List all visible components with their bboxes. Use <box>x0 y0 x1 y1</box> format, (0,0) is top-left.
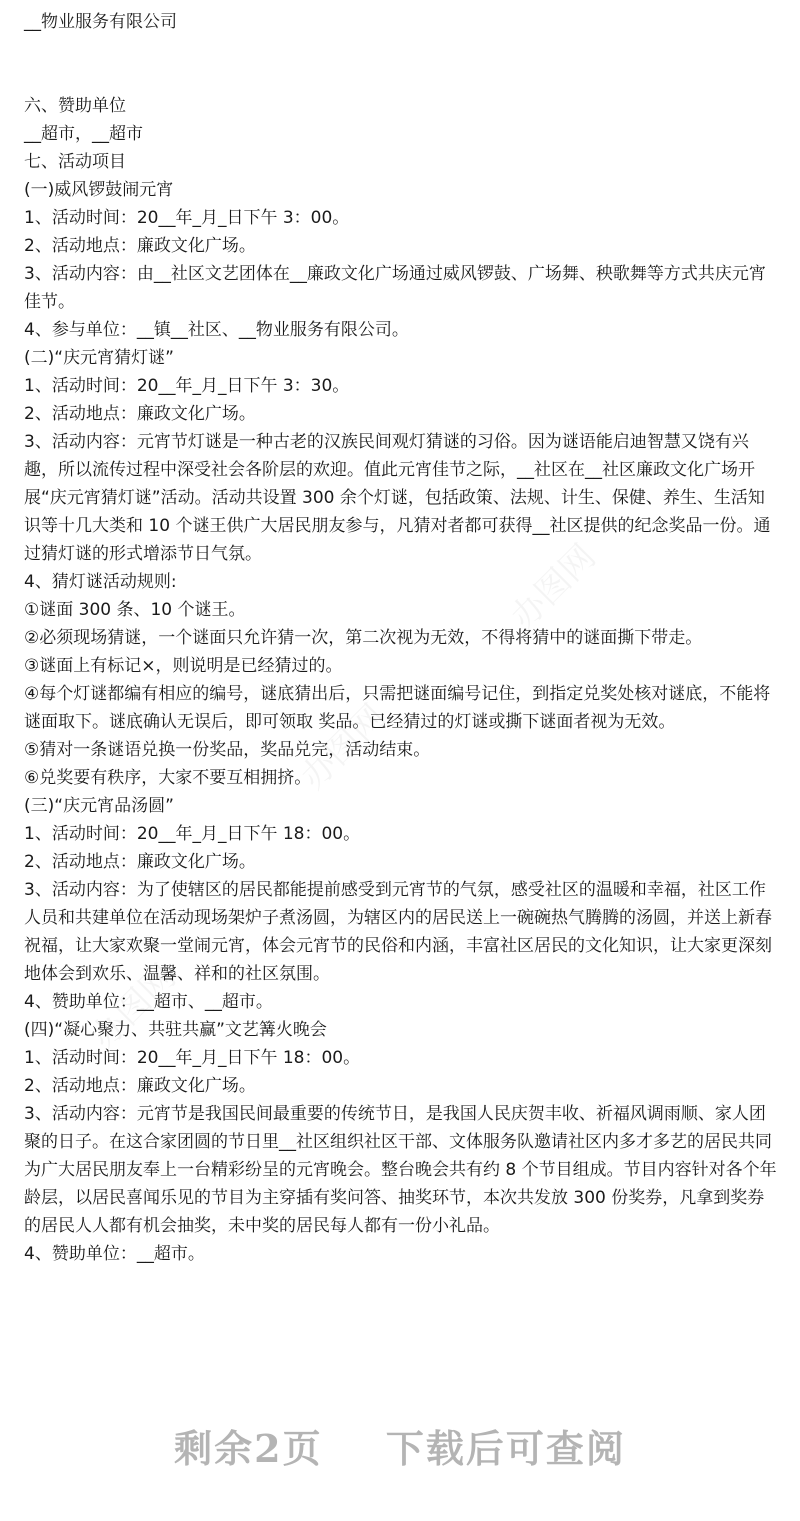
event-title: (三)“庆元宵品汤圆” <box>24 796 174 816</box>
company-line: __物业服务有限公司 <box>24 12 177 32</box>
event-title: (一)威风锣鼓闹元宵 <box>24 180 174 200</box>
event-content: 3、活动内容：元宵节灯谜是一种古老的汉族民间观灯猜谜的习俗。因为谜语能启迪智慧又饶有兴趣，所以流传过程中深受社会各阶层的欢迎。值此元宵佳节之际，__社区在__社区廉政文化广场开展“庆元宵猜灯谜”活动。活动共设置 300 余个灯谜，包括政策、法规、计生、保健、养生、生活知识等十几大类和 10 个谜王供广大居民朋友参与，凡猜对者都可获得__社区提供的纪念奖品一份。通过猜灯谜的形式增添节日气氛。 <box>24 432 771 564</box>
rules-heading: 4、猜灯谜活动规则: <box>24 572 177 592</box>
event-place: 2、活动地点：廉政文化广场。 <box>24 236 256 256</box>
section-heading-sponsors: 六、赞助单位 <box>24 96 126 116</box>
section-heading-activities: 七、活动项目 <box>24 152 126 172</box>
event-place: 2、活动地点：廉政文化广场。 <box>24 1076 256 1096</box>
rule-item: ④每个灯谜都编有相应的编号，谜底猜出后，只需把谜面编号记住，到指定兑奖处核对谜底，不能将谜面取下。谜底确认无误后，即可领取 奖品。已经猜过的灯谜或撕下谜面者视为无效。 <box>24 684 771 732</box>
download-prompt-banner[interactable] <box>0 1418 800 1473</box>
event-title: (四)“凝心聚力、共驻共赢”文艺篝火晚会 <box>24 1020 327 1040</box>
rule-item: ②必须现场猜谜，一个谜面只允许猜一次，第二次视为无效，不得将猜中的谜面撕下带走。 <box>24 628 703 648</box>
event-time: 1、活动时间：20__年_月_日下午 18：00。 <box>24 1048 361 1068</box>
sponsors-text: __超市，__超市 <box>24 124 143 144</box>
event-units: 4、参与单位：__镇__社区、__物业服务有限公司。 <box>24 320 409 340</box>
event-place: 2、活动地点：廉政文化广场。 <box>24 404 256 424</box>
event-sponsor: 4、赞助单位：__超市。 <box>24 1244 205 1264</box>
event-time: 1、活动时间：20__年_月_日下午 18：00。 <box>24 824 361 844</box>
event-time: 1、活动时间：20__年_月_日下午 3：30。 <box>24 376 350 396</box>
document-body <box>24 8 780 1268</box>
event-sponsor: 4、赞助单位：__超市、__超市。 <box>24 992 273 1012</box>
event-place: 2、活动地点：廉政文化广场。 <box>24 852 256 872</box>
rule-item: ⑥兑奖要有秩序，大家不要互相拥挤。 <box>24 768 312 788</box>
event-content: 3、活动内容：为了使辖区的居民都能提前感受到元宵节的气氛，感受社区的温暖和幸福，社区工作人员和共建单位在活动现场架炉子煮汤圆，为辖区内的居民送上一碗碗热气腾腾的汤圆，并送上新春祝福，让大家欢聚一堂闹元宵，体会元宵节的民俗和内涵，丰富社区居民的文化知识，让大家更深刻地体会到欢乐、温馨、祥和的社区氛围。 <box>24 880 772 984</box>
event-content: 3、活动内容：由__社区文艺团体在__廉政文化广场通过威风锣鼓、广场舞、秧歌舞等方式共庆元宵佳节。 <box>24 264 766 312</box>
rule-item: ③谜面上有标记×，则说明是已经猜过的。 <box>24 656 343 676</box>
event-title: (二)“庆元宵猜灯谜” <box>24 348 174 368</box>
event-content: 3、活动内容：元宵节是我国民间最重要的传统节日，是我国人民庆贺丰收、祈福风调雨顺、家人团聚的日子。在这合家团圆的节日里__社区组织社区干部、文体服务队邀请社区内多才多艺的居民共同为广大居民朋友奉上一台精彩纷呈的元宵晚会。整台晚会共有约 8 个节目组成。节目内容针对各个年龄层，以居民喜闻乐见的节目为主穿插有奖问答、抽奖环节，本次共发放 300 份奖券，凡拿到奖券的居民人人都有机会抽奖，未中奖的居民每人都有一份小礼品。 <box>24 1104 777 1236</box>
rule-item: ①谜面 300 条、10 个谜王。 <box>24 600 246 620</box>
remaining-pages-label: 剩余2页 <box>174 1426 323 1471</box>
event-time: 1、活动时间：20__年_月_日下午 3：00。 <box>24 208 350 228</box>
download-to-view-label: 下载后可查阅 <box>385 1426 626 1471</box>
rule-item: ⑤猜对一条谜语兑换一份奖品，奖品兑完，活动结束。 <box>24 740 431 760</box>
